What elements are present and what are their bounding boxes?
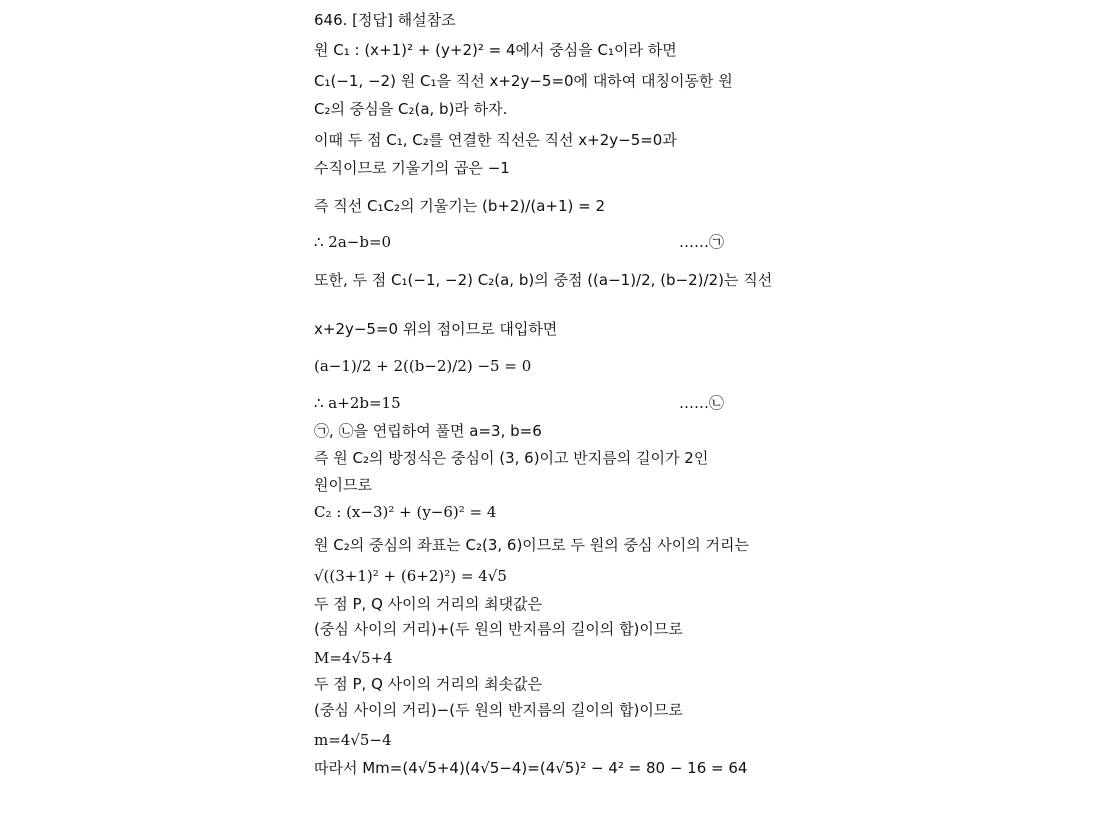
solution-line: 수직이므로 기울기의 곱은 −1 xyxy=(314,159,510,177)
solution-line: 두 점 P, Q 사이의 거리의 최솟값은 xyxy=(314,675,543,693)
solution-line: M=4√5+4 xyxy=(314,649,393,667)
solution-heading: 646. [정답] 해설참조 xyxy=(314,11,456,29)
solution-line: 따라서 Mm=(4√5+4)(4√5−4)=(4√5)² − 4² = 80 − 16 = 64 xyxy=(314,759,748,777)
solution-line: (중심 사이의 거리)+(두 원의 반지름의 길이의 합)이므로 xyxy=(314,620,683,638)
equation-marker-1: ……㉠ xyxy=(679,233,725,251)
solution-line: 원 C₂의 중심의 좌표는 C₂(3, 6)이므로 두 원의 중심 사이의 거리는 xyxy=(314,536,749,554)
solution-line: C₁(−1, −2) 원 C₁을 직선 x+2y−5=0에 대하여 대칭이동한 원 xyxy=(314,72,733,90)
solution-line: 두 점 P, Q 사이의 거리의 최댓값은 xyxy=(314,595,543,613)
solution-line: m=4√5−4 xyxy=(314,731,392,749)
solution-line: √((3+1)² + (6+2)²) = 4√5 xyxy=(314,567,507,585)
solution-line: C₂ : (x−3)² + (y−6)² = 4 xyxy=(314,503,497,521)
equation-marker-2: ……㉡ xyxy=(679,394,725,412)
equation-1: ∴ 2a−b=0 xyxy=(314,233,392,251)
solution-line: 즉 원 C₂의 방정식은 중심이 (3, 6)이고 반지름의 길이가 2인 xyxy=(314,449,709,467)
solution-line: ㉠, ㉡을 연립하여 풀면 a=3, b=6 xyxy=(314,422,542,440)
solution-line: 원이므로 xyxy=(314,476,372,494)
solution-line: x+2y−5=0 위의 점이므로 대입하면 xyxy=(314,320,558,338)
solution-line: C₂의 중심을 C₂(a, b)라 하자. xyxy=(314,100,508,118)
solution-line: 원 C₁ : (x+1)² + (y+2)² = 4에서 중심을 C₁이라 하면 xyxy=(314,41,677,59)
solution-line: 이때 두 점 C₁, C₂를 연결한 직선은 직선 x+2y−5=0과 xyxy=(314,131,677,149)
solution-line: 또한, 두 점 C₁(−1, −2) C₂(a, b)의 중점 ((a−1)/2, (b−2)/2)는 직선 xyxy=(314,271,773,289)
solution-line: (중심 사이의 거리)−(두 원의 반지름의 길이의 합)이므로 xyxy=(314,701,683,719)
solution-line: (a−1)/2 + 2((b−2)/2) −5 = 0 xyxy=(314,357,532,375)
solution-line: 즉 직선 C₁C₂의 기울기는 (b+2)/(a+1) = 2 xyxy=(314,197,606,215)
equation-2: ∴ a+2b=15 xyxy=(314,394,401,412)
